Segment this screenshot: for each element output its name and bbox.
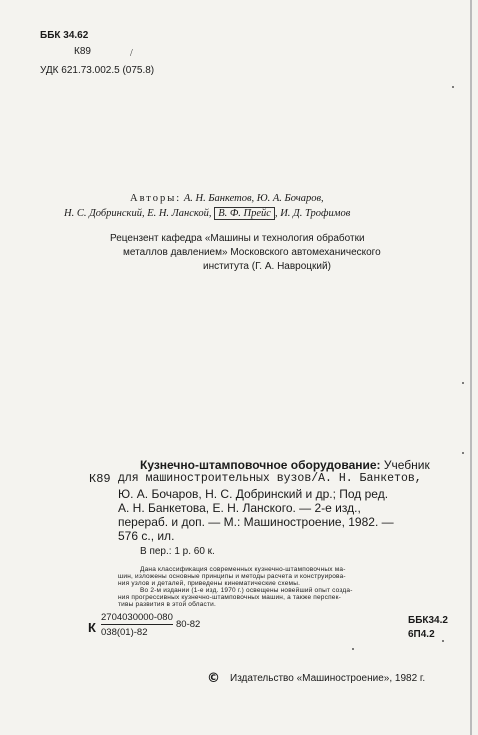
speck [462,382,464,384]
deceased-author-box: В. Ф. Прейс [214,207,275,220]
book-desc-line-4: А. Н. Банкетова, Е. Н. Ланского. — 2-е изд., [118,501,361,515]
authors-names-2a: Н. С. Добринский, Е. Н. Ланской, [64,208,212,219]
annotation-line-6: тивы развития в этой области. [118,601,216,608]
speck [452,86,454,88]
page-edge [470,0,472,735]
catalog-bbk: ББК34.2 [408,615,448,626]
speck [442,640,444,642]
reviewer-line-2: металлов давлением» Московского автомеханического [123,247,381,258]
catalog-denominator: 038(01)-82 [101,627,148,638]
udk-index: УДК 621.73.002.5 (075.8) [40,65,155,76]
annotation-line-3: ния узлов и деталей, приведены кинематические схемы. [118,580,301,587]
copyright-text: Издательство «Машиностроение», 1982 г. [230,673,426,684]
pencil-mark: / [130,48,133,59]
book-title-line [140,458,430,472]
authors-label: Авторы: [130,193,182,204]
book-desc-line-3: Ю. А. Бочаров, Н. С. Добринский и др.; Под ред. [118,487,389,501]
speck [352,648,354,650]
authors-line-1 [130,193,324,204]
catalog-numerator: 2704030000-080 [101,612,173,623]
authors-line-2 [64,208,350,219]
catalog-suffix: 80-82 [176,619,201,630]
reviewer-line-3: института (Г. А. Навроцкий) [203,261,331,272]
authors-names-1: А. Н. Банкетов, Ю. А. Бочаров, [183,193,324,204]
catalog-code: 6П4.2 [408,629,435,640]
book-desc-line-2: для машиностроительных вузов/А. Н. Банкетов, [118,472,422,485]
book-title-rest: Учебник [383,458,430,472]
catalog-author-mark: К89 [89,472,111,486]
bbk-index: ББК 34.62 [40,30,89,41]
book-desc-line-5: перераб. и доп. — М.: Машиностроение, 1982. — [118,515,394,529]
book-title: Кузнечно-штамповочное оборудование: [140,458,381,472]
reviewer-line-1: Рецензент кафедра «Машины и технология обработки [110,233,365,244]
copyright-icon: © [207,671,220,686]
annotation-line-4: Во 2-м издании (1-е изд. 1970 г.) освещены новейший опыт созда- [140,587,353,594]
price: В пер.: 1 р. 60 к. [140,546,215,557]
annotation-line-2: шин, изложены основные принципы и методы расчета и конструирова- [118,573,346,580]
authors-names-2b: , И. Д. Трофимов [274,208,351,219]
speck [462,452,464,454]
annotation-line-1: Дана классификация современных кузнечно-штамповочных ма- [140,566,346,573]
author-mark: К89 [74,46,91,57]
catalog-k: К [88,620,96,635]
annotation-line-5: ния прогрессивных кузнечно-штамповочных машин, а также перспек- [118,594,342,601]
book-desc-line-6: 576 с., ил. [118,529,175,543]
